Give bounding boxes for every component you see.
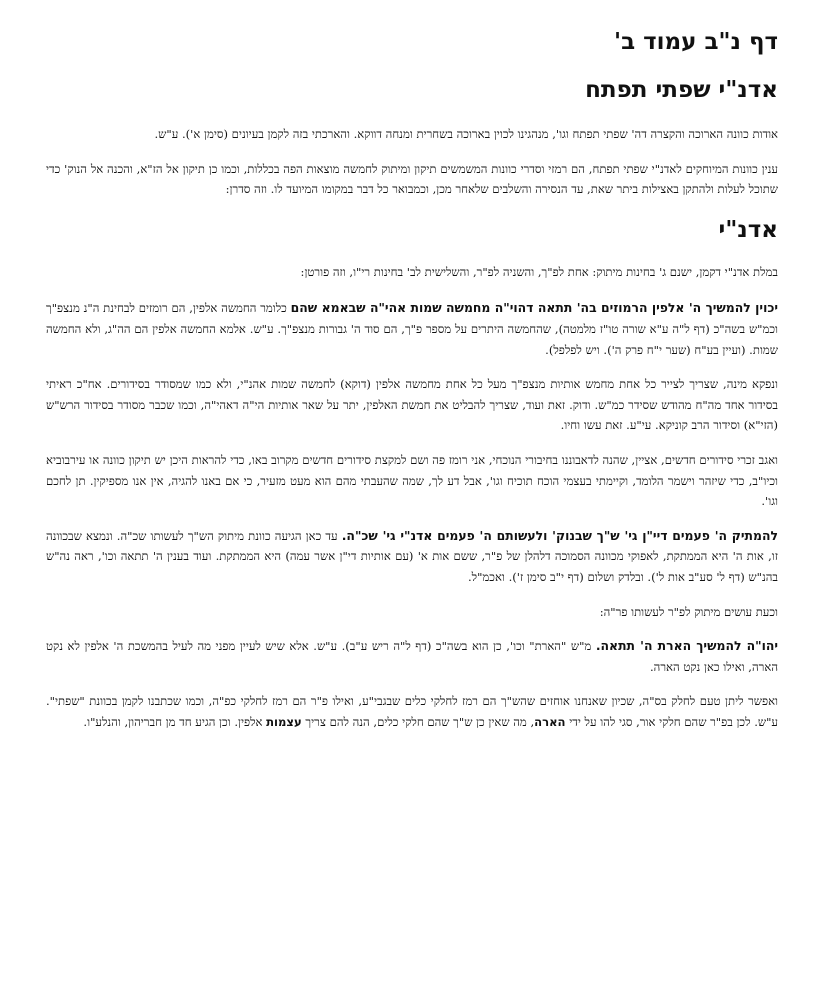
paragraph-8-emph-2: עצמות <box>266 714 302 729</box>
section-heading: אדנ"י <box>718 216 778 243</box>
paragraph-8-before: ואפשר ליתן טעם לחלק בס"ה, שכיון שאנחנו אוחזים שהש"ך הם רמז לחלקי כלים שבגבי"ע, ואילו פ"ר הם רמז לחלקי כפ"ה, וכמו שכתבנו לקמן בכוונת "שפתי". ע"ש. לכן בפ"ר שהם חלקי אור, סגי להו על ידי <box>46 694 778 729</box>
paragraph-5 <box>46 526 778 588</box>
paragraph-7-lead: יהו"ה להמשיך הארת ה' תתאה. <box>595 638 779 654</box>
intro-paragraph-2: ענין כוונות המיוחקים לאדנ"י שפתי תפתח, הם רמזי וסדרי כוונות המשמשים תיקון ומיתוק לחמשה מוצאות הפה בכללות, וכמו כן תיקון אל הז"א, והכנה אל הנוק' כדי שתוכל לעלות ולהתקן באצילות ביתר שאת, עד הנסירה והשלבים שלאחר מכן, וכמבואר כל דבר במקומו המיועד לו. וזה סדרן: <box>46 161 778 197</box>
paragraph-2-text: כלומר החמשה אלפין, הם רומזים לבחינת ה"נ מנצפ"ך וכמ"ש בשה"כ (דף ל"ה ע"א שורה טו"ז מלמטה), שהחמשה היתרים על מספר פ"ך, הם סוד ה' גבורות מנצפ"ך. ע"ש. אלמא החמשה אלפין הם הה"ג, ולא החמשה שמות. (ועיין בע"ח (שער י"ח פרק ה'). ויש לפלפל). <box>46 301 778 357</box>
paragraph-2 <box>46 298 778 360</box>
paragraph-7-text: מ"ש "הארת" וכו', כן הוא בשה"כ (דף ל"ה ריש ע"ב). ע"ש. אלא שיש לעיין מפני מה לעיל בהמשכת ה' אלפין לא נקט הארה, ואילו כאן נקט הארה. <box>46 639 778 674</box>
paragraph-5-lead: להמתיק ה' פעמים דיי"ן גי' ש"ך שבנוק' ולעשותם ה' פעמים אדנ"י גי' שכ"ה. <box>341 527 778 543</box>
page-title: אדנ"י שפתי תפתח <box>585 77 778 103</box>
paragraph-8-middle: , מה שאין כן ש"ך שהם חלקי כלים, הנה להם צריך <box>305 714 535 729</box>
paragraph-8-emph-1: הארה <box>534 714 566 729</box>
paragraph-3: ונפקא מינה, שצריך לצייר כל אחת מחמש אותיות מנצפ"ך מעל כל אחת מחמשה אלפין (דוקא) לחמשה שמות אהנ"י, ולא כמו שמסודר בסידורים. אח"כ ראיתי בסידור אחד מה"ח מהודש שסידר כמ"ש. ודוק. זאת ועוד, שצריך להבליט את חמשת האלפין, יתר על שאר אותיות הי"ה דאהי"ה, וכמו שכבר מסודר בסידור הרש"ש (הזי"א) וסידור הרב קוניקא. עי"ע. זאת עשו וחיו. <box>46 377 778 433</box>
page-header: דף נ"ב עמוד ב' <box>614 29 778 55</box>
intro-paragraph-1: אודות כוונה הארוכה והקצרה דה' שפתי תפתח וגו', מנהגינו לכוין בארוכה בשחרית ומנחה דווקא. והארכתי בזה לקמן בעיונים (סימן א'). ע"ש. <box>154 127 778 141</box>
paragraph-5-text: עד כאן הגיעה כוונת מיתוק הש"ך לעשותו שכ"ה. ונמצא שבכוונה זו, אות ה' היא הממתקת, לאפוקי מכוונה הסמוכה דלהלן של פ"ר, ששם אות א' (עם אותיות די"ן אשר עמה) היא הממתקת. ועוד בענין ה' תתאה וכו', ראה נה"ש בהנ"ש (דף ל' סע"ב אות ל'). ובלדק ושלום (דף י"ב סימן ז'). ואכמ"ל. <box>46 528 778 584</box>
paragraph-6: וכעת עושים מיתוק לפ"ר לעשותו פר"ה: <box>599 604 778 619</box>
paragraph-1: במלת אדנ"י דקמן, ישנם ג' בחינות מיתוק: אחת לפ"ך, והשניה לפ"ר, והשלישית לב' בחינות רי"ו, וזה פורטן: <box>300 264 778 279</box>
paragraph-7 <box>46 636 778 677</box>
paragraph-8-after: אלפין. וכן הגיע חד מן חבריהון, והנלע"ו. <box>83 714 263 729</box>
paragraph-8 <box>46 691 778 732</box>
paragraph-2-lead: יכוין להמשיך ה' אלפין הרמוזים בה' תתאה דהוי"ה מחמשה שמות אהי"ה שבאמא שהם <box>290 300 779 316</box>
paragraph-4: ואגב זכרי סידורים חדשים, אציין, שהנה לדאבוננו בחיבורי הנוכחי, אני רומז פה ושם למקצת סידורים חדשים מקרוב באו, כדי להראות היכן יש תיקון כוונה או עירבוביא וכיו"ב, כדי שיזהר וישמר הלומד, וקיימתי בעצמי הוכח תוכיח וגו', אבל דע לך, שמה שהעבתי מהם הוא מעט מזעיר, כי אם באנו להגיה, אין אנו מספיקין. תן לחכם וגו'. <box>46 452 778 509</box>
